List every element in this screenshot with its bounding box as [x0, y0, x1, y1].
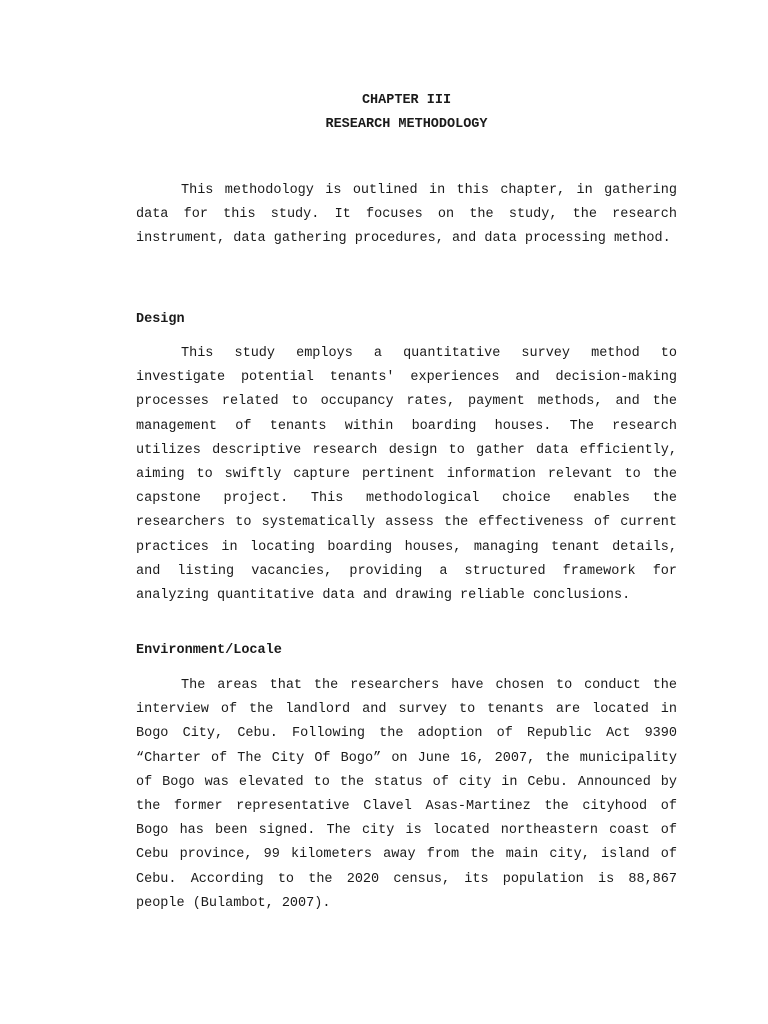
design-paragraph — [136, 342, 677, 608]
intro-paragraph — [136, 179, 677, 252]
section-heading-environment: Environment/Locale — [136, 643, 282, 658]
section-heading-design: Design — [136, 312, 185, 327]
intro-paragraph-text: This methodology is outlined in this chapter, in gathering data for this study. It focuses on the study, the research instrument, data gathering procedures, and data processing method. — [136, 183, 677, 247]
chapter-number: CHAPTER III — [361, 93, 452, 108]
environment-paragraph-text: The areas that the researchers have chosen to conduct the interview of the landlord and survey to tenants are located in Bogo City, Cebu. Following the adoption of Republic Act 9390 “Charter of The City Of Bogo” on June 16, 2007, the municipality of Bogo was elevated to the status of city in Cebu. Announced by the former representative Clavel Asas-Martinez the cityhood of Bogo has been signed. The city is located northeastern coast of Cebu province, 99 kilometers away from the main city, island of Cebu. According to the 2020 census, its population is 88,867 people (Bulambot, 2007). — [136, 678, 677, 911]
chapter-title: RESEARCH METHODOLOGY — [325, 117, 488, 132]
design-paragraph-text: This study employs a quantitative survey method to investigate potential tenants' experiences and decision-making processes related to occupancy rates, payment methods, and the management of tenants within boarding houses. The research utilizes descriptive research design to gather data efficiently, aiming to swiftly capture pertinent information relevant to the capstone project. This methodological choice enables the researchers to systematically assess the effectiveness of current practices in locating boarding houses, managing tenant details, and listing vacancies, providing a structured framework for analyzing quantitative data and drawing reliable conclusions. — [136, 346, 677, 604]
environment-paragraph — [136, 674, 677, 916]
